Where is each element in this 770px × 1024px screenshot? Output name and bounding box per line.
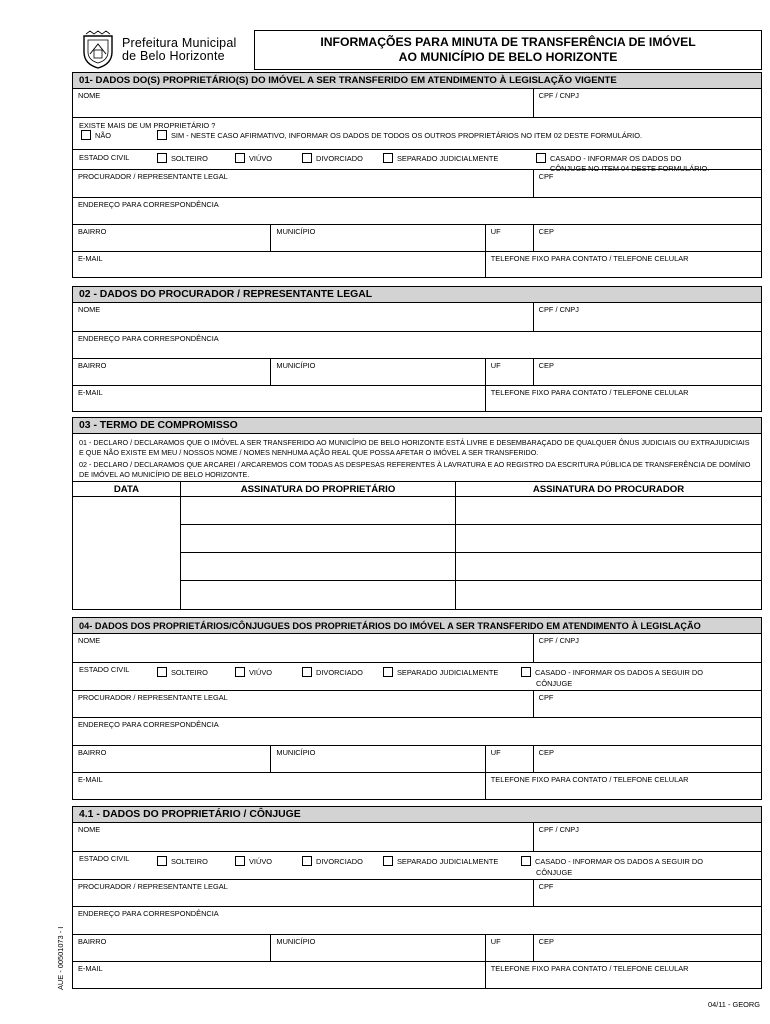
bairro-field[interactable]	[73, 359, 270, 385]
bairro-label: BAIRRO	[78, 227, 107, 236]
form-code: AUE - 00501073 - I	[56, 926, 65, 990]
casado-label-line2: CÔNJUGE	[536, 679, 573, 688]
uf-label: UF	[490, 361, 501, 370]
endereco-label: ENDEREÇO PARA CORRESPONDÊNCIA	[78, 720, 219, 729]
cpf-cnpj-label: CPF / CNPJ	[538, 636, 579, 645]
sim-checkbox[interactable]	[157, 130, 167, 140]
city-logo	[72, 30, 254, 70]
multiple-owners-label: EXISTE MAIS DE UM PROPRIETÁRIO ?	[79, 121, 216, 130]
municipio-field[interactable]	[270, 359, 484, 385]
cpf-cnpj-label: CPF / CNPJ	[538, 91, 579, 100]
uf-field[interactable]	[485, 225, 533, 251]
municipio-label: MUNICÍPIO	[276, 361, 316, 370]
separado-checkbox[interactable]	[383, 856, 393, 866]
divorciado-checkbox[interactable]	[302, 667, 312, 677]
separado-label: SEPARADO JUDICIALMENTE	[397, 153, 499, 163]
attorney-signature-line[interactable]	[456, 497, 761, 525]
telefone-field[interactable]	[485, 962, 761, 988]
cpf-cnpj-field[interactable]	[533, 823, 761, 851]
attorney-signature-line[interactable]	[456, 553, 761, 581]
section-4-1-owner-spouse	[72, 806, 762, 989]
email-label: E-MAIL	[78, 254, 103, 263]
marital-status-row	[73, 149, 761, 173]
cpf-field[interactable]	[533, 691, 761, 717]
viuvo-label: VIÚVO	[249, 856, 272, 866]
section-02-attorney-data	[72, 286, 762, 412]
marital-status-row	[73, 662, 761, 690]
cep-label: CEP	[538, 748, 554, 757]
uf-field[interactable]	[485, 359, 533, 385]
nome-label: NOME	[78, 305, 101, 314]
cep-field[interactable]	[533, 359, 761, 385]
email-field[interactable]	[73, 773, 485, 799]
bairro-label: BAIRRO	[78, 361, 107, 370]
estado-civil-label: ESTADO CIVIL	[79, 665, 130, 674]
email-label: E-MAIL	[78, 775, 103, 784]
cep-field[interactable]	[533, 935, 761, 961]
divorciado-label: DIVORCIADO	[316, 667, 363, 677]
email-label: E-MAIL	[78, 964, 103, 973]
solteiro-checkbox[interactable]	[157, 667, 167, 677]
endereco-label: ENDEREÇO PARA CORRESPONDÊNCIA	[78, 334, 219, 343]
multiple-owners-question	[73, 117, 761, 149]
procurador-label: PROCURADOR / REPRESENTANTE LEGAL	[78, 693, 228, 702]
form-version: 04/11 - GEORG	[707, 1000, 760, 1009]
cpf-label: CPF	[538, 882, 554, 891]
email-label: E-MAIL	[78, 388, 103, 397]
solteiro-checkbox[interactable]	[157, 153, 167, 163]
cep-label: CEP	[538, 361, 554, 370]
bairro-field[interactable]	[73, 225, 270, 251]
coat-of-arms-icon	[78, 30, 118, 70]
nome-field[interactable]	[73, 634, 533, 662]
form-title-line1: INFORMAÇÕES PARA MINUTA DE TRANSFERÊNCIA DE IMÓVEL	[320, 35, 696, 49]
nome-label: NOME	[78, 91, 101, 100]
date-cell[interactable]	[73, 497, 180, 609]
uf-label: UF	[490, 748, 501, 757]
municipio-field[interactable]	[270, 225, 484, 251]
endereco-label: ENDEREÇO PARA CORRESPONDÊNCIA	[78, 909, 219, 918]
casado-checkbox[interactable]	[536, 153, 546, 163]
term-paragraph-1: 01 - DECLARO / DECLARAMOS QUE O IMÓVEL A SER TRANSFERIDO AO MUNICÍPIO DE BELO HORIZONTE ESTÁ LIVRE E DESEMBARAÇADO DE QUALQUER ÔNUS JUDICIAIS OU EXTRAJUDICIAIS E QUE NÃO EXISTE EM MEU / NOSSOS NOME / NOMES NENHUMA AÇÃO REAL QUE POSSA AFETAR O IMÓVEL A SER TRANSFERIDO.	[79, 438, 750, 457]
endereco-field[interactable]	[73, 718, 761, 745]
section-4-1-title: 4.1 - DADOS DO PROPRIETÁRIO / CÔNJUGE	[73, 807, 761, 823]
attorney-signature-line[interactable]	[456, 525, 761, 553]
form-header	[72, 30, 762, 70]
section-04-spouse-data	[72, 617, 762, 800]
cpf-label: CPF	[538, 693, 554, 702]
email-field[interactable]	[73, 386, 485, 411]
owner-signature-header: ASSINATURA DO PROPRIETÁRIO	[180, 482, 455, 496]
nome-field[interactable]	[73, 303, 533, 331]
bairro-label: BAIRRO	[78, 748, 107, 757]
attorney-signature-header: ASSINATURA DO PROCURADOR	[455, 482, 761, 496]
municipio-label: MUNICÍPIO	[276, 748, 316, 757]
separado-checkbox[interactable]	[383, 153, 393, 163]
signature-header	[73, 481, 761, 497]
form-title	[254, 30, 762, 70]
email-field[interactable]	[73, 252, 485, 277]
solteiro-label: SOLTEIRO	[171, 667, 208, 677]
telefone-label: TELEFONE FIXO PARA CONTATO / TELEFONE CELULAR	[490, 388, 689, 397]
telefone-field[interactable]	[485, 386, 761, 411]
solteiro-checkbox[interactable]	[157, 856, 167, 866]
viuvo-checkbox[interactable]	[235, 856, 245, 866]
owner-signature-line[interactable]	[181, 581, 455, 609]
municipio-label: MUNICÍPIO	[276, 227, 316, 236]
divorciado-checkbox[interactable]	[302, 153, 312, 163]
attorney-signature-line[interactable]	[456, 581, 761, 609]
telefone-label: TELEFONE FIXO PARA CONTATO / TELEFONE CELULAR	[490, 254, 689, 263]
signature-grid	[73, 497, 761, 609]
sim-label: SIM - NESTE CASO AFIRMATIVO, INFORMAR OS DADOS DE TODOS OS OUTROS PROPRIETÁRIOS NO ITEM 02 DESTE FORMULÁRIO.	[171, 130, 643, 140]
telefone-label: TELEFONE FIXO PARA CONTATO / TELEFONE CELULAR	[490, 964, 689, 973]
nao-label: NÃO	[95, 130, 112, 140]
municipio-field[interactable]	[270, 746, 484, 772]
viuvo-label: VIÚVO	[249, 667, 272, 677]
org-name-line2: de Belo Horizonte	[122, 49, 225, 63]
cpf-cnpj-field[interactable]	[533, 303, 761, 331]
procurador-label: PROCURADOR / REPRESENTANTE LEGAL	[78, 882, 228, 891]
procurador-field[interactable]	[73, 691, 533, 717]
casado-label-line2: CÔNJUGE NO ITEM 04 DESTE FORMULÁRIO.	[550, 164, 710, 173]
municipio-field[interactable]	[270, 935, 484, 961]
nome-field[interactable]	[73, 823, 533, 851]
divorciado-label: DIVORCIADO	[316, 856, 363, 866]
owner-signature-line[interactable]	[181, 553, 455, 581]
owner-signature-line[interactable]	[181, 497, 455, 525]
nome-label: NOME	[78, 636, 101, 645]
cpf-cnpj-label: CPF / CNPJ	[538, 305, 579, 314]
telefone-label: TELEFONE FIXO PARA CONTATO / TELEFONE CELULAR	[490, 775, 689, 784]
endereco-label: ENDEREÇO PARA CORRESPONDÊNCIA	[78, 200, 219, 209]
casado-label: CASADO - INFORMAR OS DADOS A SEGUIR DO	[535, 667, 703, 677]
org-name-line1: Prefeitura Municipal	[122, 36, 237, 50]
bairro-field[interactable]	[73, 746, 270, 772]
viuvo-checkbox[interactable]	[235, 667, 245, 677]
marital-status-row	[73, 851, 761, 879]
telefone-field[interactable]	[485, 773, 761, 799]
municipio-label: MUNICÍPIO	[276, 937, 316, 946]
cpf-label: CPF	[538, 172, 554, 181]
endereco-field[interactable]	[73, 332, 761, 358]
separado-label: SEPARADO JUDICIALMENTE	[397, 856, 499, 866]
casado-checkbox[interactable]	[521, 667, 531, 677]
separado-label: SEPARADO JUDICIALMENTE	[397, 667, 499, 677]
cpf-cnpj-field[interactable]	[533, 634, 761, 662]
telefone-field[interactable]	[485, 252, 761, 277]
cpf-field[interactable]	[533, 170, 761, 197]
casado-label-line2: CÔNJUGE	[536, 868, 573, 877]
endereco-field[interactable]	[73, 907, 761, 934]
nome-field[interactable]	[73, 89, 533, 117]
cep-label: CEP	[538, 937, 554, 946]
endereco-field[interactable]	[73, 198, 761, 224]
form-title-line2: AO MUNICÍPIO DE BELO HORIZONTE	[398, 50, 618, 64]
casado-checkbox[interactable]	[521, 856, 531, 866]
divorciado-checkbox[interactable]	[302, 856, 312, 866]
data-column-header: DATA	[113, 484, 140, 495]
uf-field[interactable]	[485, 746, 533, 772]
uf-label: UF	[490, 937, 501, 946]
divorciado-label: DIVORCIADO	[316, 153, 363, 163]
estado-civil-label: ESTADO CIVIL	[79, 153, 130, 162]
viuvo-label: VIÚVO	[249, 153, 272, 163]
bairro-field[interactable]	[73, 935, 270, 961]
uf-label: UF	[490, 227, 501, 236]
casado-label: CASADO - INFORMAR OS DADOS A SEGUIR DO	[535, 856, 703, 866]
solteiro-label: SOLTEIRO	[171, 153, 208, 163]
nome-label: NOME	[78, 825, 101, 834]
casado-label: CASADO - INFORMAR OS DADOS DO	[550, 153, 682, 163]
cpf-field[interactable]	[533, 880, 761, 906]
owner-signature-line[interactable]	[181, 525, 455, 553]
procurador-label: PROCURADOR / REPRESENTANTE LEGAL	[78, 172, 228, 181]
nao-checkbox[interactable]	[81, 130, 91, 140]
estado-civil-label: ESTADO CIVIL	[79, 854, 130, 863]
viuvo-checkbox[interactable]	[235, 153, 245, 163]
section-03-commitment	[72, 417, 762, 610]
procurador-field[interactable]	[73, 170, 533, 197]
cep-label: CEP	[538, 227, 554, 236]
cep-field[interactable]	[533, 225, 761, 251]
bairro-label: BAIRRO	[78, 937, 107, 946]
term-paragraph-2: 02 - DECLARO / DECLARAMOS QUE ARCAREI / ARCAREMOS COM TODAS AS DESPESAS REFERENTES À LAVRATURA E AO REGISTRO DA ESCRITURA PÚBLICA DE TRANSFERÊNCIA DE DOMÍNIO DE IMÓVEL AO MUNICÍPIO DE BELO HORIZONTE.	[79, 460, 751, 479]
section-03-title: 03 - TERMO DE COMPROMISSO	[73, 418, 761, 434]
email-field[interactable]	[73, 962, 485, 988]
section-01-owner-data	[72, 72, 762, 278]
procurador-field[interactable]	[73, 880, 533, 906]
section-01-title: 01- DADOS DO(S) PROPRIETÁRIO(S) DO IMÓVEL A SER TRANSFERIDO EM ATENDIMENTO À LEGISLAÇÃO VIGENTE	[73, 73, 761, 89]
section-02-title: 02 - DADOS DO PROCURADOR / REPRESENTANTE LEGAL	[73, 287, 761, 303]
solteiro-label: SOLTEIRO	[171, 856, 208, 866]
cep-field[interactable]	[533, 746, 761, 772]
cpf-cnpj-field[interactable]	[533, 89, 761, 117]
uf-field[interactable]	[485, 935, 533, 961]
section-04-title: 04- DADOS DOS PROPRIETÁRIOS/CÔNJUGUES DOS PROPRIETÁRIOS DO IMÓVEL A SER TRANSFERIDO EM ATENDIMENTO À LEGISLAÇÃO	[73, 618, 761, 634]
separado-checkbox[interactable]	[383, 667, 393, 677]
cpf-cnpj-label: CPF / CNPJ	[538, 825, 579, 834]
